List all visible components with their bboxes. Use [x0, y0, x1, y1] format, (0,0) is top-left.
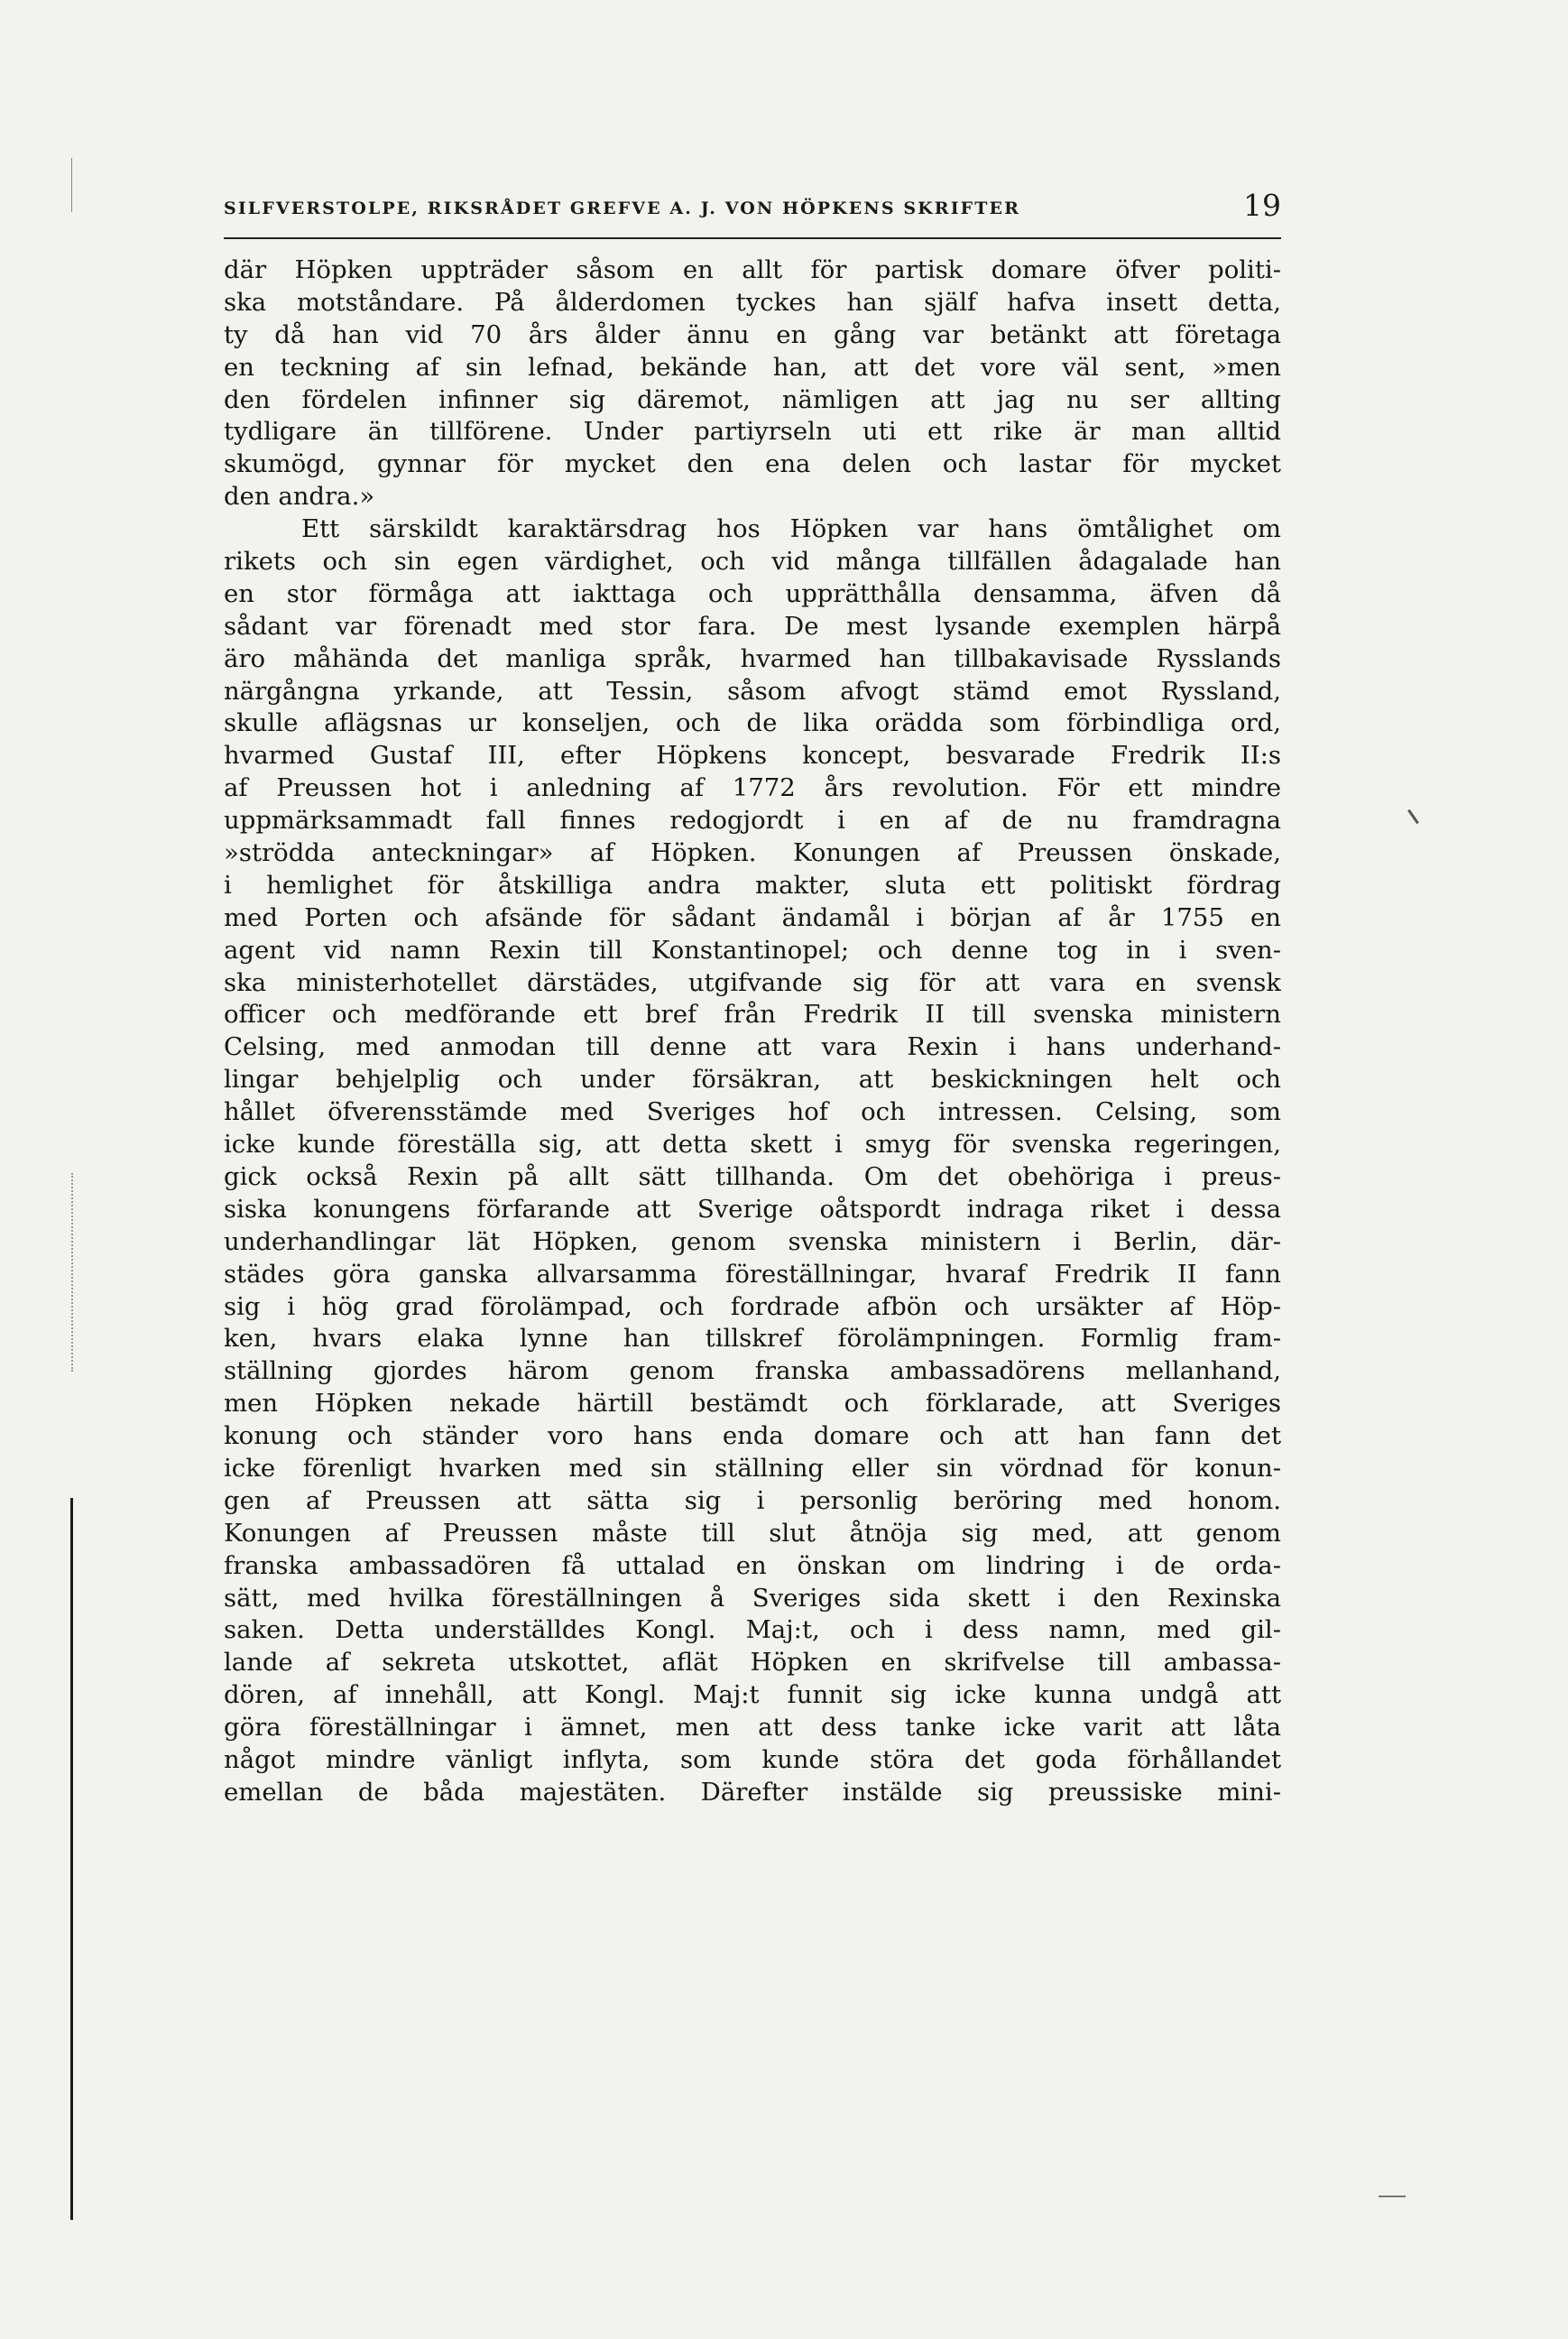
margin-pencil-mark: [1407, 809, 1419, 824]
text-line: den andra.»: [224, 482, 375, 512]
text-line: uppmärksammadt fall finnes redogjordt i en af de nu framdragna: [224, 806, 1281, 836]
binding-edge-mark: [71, 158, 72, 212]
margin-dash-mark: [1379, 2196, 1406, 2197]
text-line: skulle aflägsnas ur konseljen, och de lika orädda som förbindliga ord,: [224, 708, 1281, 738]
text-line: icke förenligt hvarken med sin ställning eller sin vördnad för konun-: [224, 1453, 1281, 1483]
text-line: gick också Rexin på allt sätt tillhanda. Om det obehöriga i preus-: [224, 1161, 1281, 1191]
text-line: ty då han vid 70 års ålder ännu en gång var betänkt att företaga: [224, 319, 1281, 349]
text-line: agent vid namn Rexin till Konstantinopel; och denne tog in i sven-: [224, 935, 1281, 965]
text-line: en teckning af sin lefnad, bekände han, att det vore väl sent, »men: [224, 352, 1281, 382]
text-line: den fördelen infinner sig däremot, nämligen att jag nu ser allting: [224, 384, 1281, 414]
text-line: af Preussen hot i anledning af 1772 års revolution. För ett mindre: [224, 773, 1281, 803]
text-line: tydligare än tillförene. Under partiyrseln uti ett rike är man alltid: [224, 417, 1281, 447]
text-line: icke kunde föreställa sig, att detta skett i smyg för svenska regeringen,: [224, 1130, 1281, 1160]
text-line: göra föreställningar i ämnet, men att dess tanke icke varit att låta: [224, 1713, 1281, 1743]
text-line: Celsing, med anmodan till denne att vara Rexin i hans underhand-: [224, 1032, 1281, 1062]
text-line: en stor förmåga att iakttaga och upprätthålla densamma, äfven då: [224, 578, 1281, 608]
text-line: rikets och sin egen värdighet, och vid många tillfällen ådagalade han: [224, 547, 1281, 577]
text-line: underhandlingar lät Höpken, genom svenska ministern i Berlin, där-: [224, 1226, 1281, 1256]
text-line: saken. Detta underställdes Kongl. Maj:t, och i dess namn, med gil-: [224, 1615, 1281, 1645]
text-line: officer och medförande ett bref från Fredrik II till svenska ministern: [224, 1000, 1281, 1030]
text-line: siska konungens förfarande att Sverige oåtspordt indraga riket i dessa: [224, 1194, 1281, 1224]
text-line: hållet öfverensstämde med Sveriges hof och intressen. Celsing, som: [224, 1097, 1281, 1127]
binding-edge-dots: [71, 1173, 74, 1372]
running-head: SILFVERSTOLPE, RIKSRÅDET GREFVE A. J. VON HÖPKENS SKRIFTER: [224, 199, 1020, 218]
text-line: gen af Preussen att sätta sig i personlig beröring med honom.: [224, 1485, 1281, 1515]
body-text: [224, 254, 1281, 1809]
text-line: Konungen af Preussen måste till slut åtnöja sig med, att genom: [224, 1518, 1281, 1548]
page-header: [224, 188, 1281, 231]
text-line: skumögd, gynnar för mycket den ena delen och lastar för mycket: [224, 449, 1281, 479]
text-line: ska motståndare. På ålderdomen tyckes han själf hafva insett detta,: [224, 287, 1281, 317]
text-line: »strödda anteckningar» af Höpken. Konungen af Preussen önskade,: [224, 838, 1281, 868]
page-number: 19: [1243, 188, 1281, 223]
header-rule: [224, 237, 1281, 239]
text-line: Ett särskildt karaktärsdrag hos Höpken var hans ömtålighet om: [301, 514, 1281, 544]
text-line: städes göra ganska allvarsamma föreställningar, hvaraf Fredrik II fann: [224, 1259, 1281, 1289]
binding-edge-line: [70, 1498, 73, 2220]
text-line: hvarmed Gustaf III, efter Höpkens koncept, besvarade Fredrik II:s: [224, 741, 1281, 771]
text-line: något mindre vänligt inflyta, som kunde störa det goda förhållandet: [224, 1744, 1281, 1774]
text-line: med Porten och afsände för sådant ändamål i början af år 1755 en: [224, 902, 1281, 932]
text-line: men Höpken nekade härtill bestämdt och förklarade, att Sveriges: [224, 1389, 1281, 1419]
text-line: närgångna yrkande, att Tessin, såsom afvogt stämd emot Ryssland,: [224, 676, 1281, 706]
text-line: dören, af innehåll, att Kongl. Maj:t funnit sig icke kunna undgå att: [224, 1680, 1281, 1710]
text-line: konung och ständer voro hans enda domare och att han fann det: [224, 1421, 1281, 1451]
text-line: ska ministerhotellet därstädes, utgifvande sig för att vara en svensk: [224, 967, 1281, 997]
text-line: franska ambassadören få uttalad en önskan om lindring i de orda-: [224, 1550, 1281, 1580]
text-line: ken, hvars elaka lynne han tillskref förolämpningen. Formlig fram-: [224, 1324, 1281, 1354]
text-line: lingar behjelplig och under försäkran, att beskickningen helt och: [224, 1065, 1281, 1095]
text-line: lande af sekreta utskottet, aflät Höpken en skrifvelse till ambassa-: [224, 1648, 1281, 1678]
text-line: sig i hög grad förolämpad, och fordrade afbön och ursäkter af Höp-: [224, 1291, 1281, 1321]
text-line: ställning gjordes härom genom franska ambassadörens mellanhand,: [224, 1356, 1281, 1386]
text-line: emellan de båda majestäten. Därefter instälde sig preussiske mini-: [224, 1777, 1281, 1807]
text-line: i hemlighet för åtskilliga andra makter, sluta ett politiskt fördrag: [224, 870, 1281, 900]
text-line: sätt, med hvilka föreställningen å Sveriges sida skett i den Rexinska: [224, 1583, 1281, 1613]
text-line: där Höpken uppträder såsom en allt för partisk domare öfver politi-: [224, 255, 1281, 284]
text-line: äro måhända det manliga språk, hvarmed han tillbakavisade Rysslands: [224, 643, 1281, 673]
text-line: sådant var förenadt med stor fara. De mest lysande exemplen härpå: [224, 611, 1281, 641]
